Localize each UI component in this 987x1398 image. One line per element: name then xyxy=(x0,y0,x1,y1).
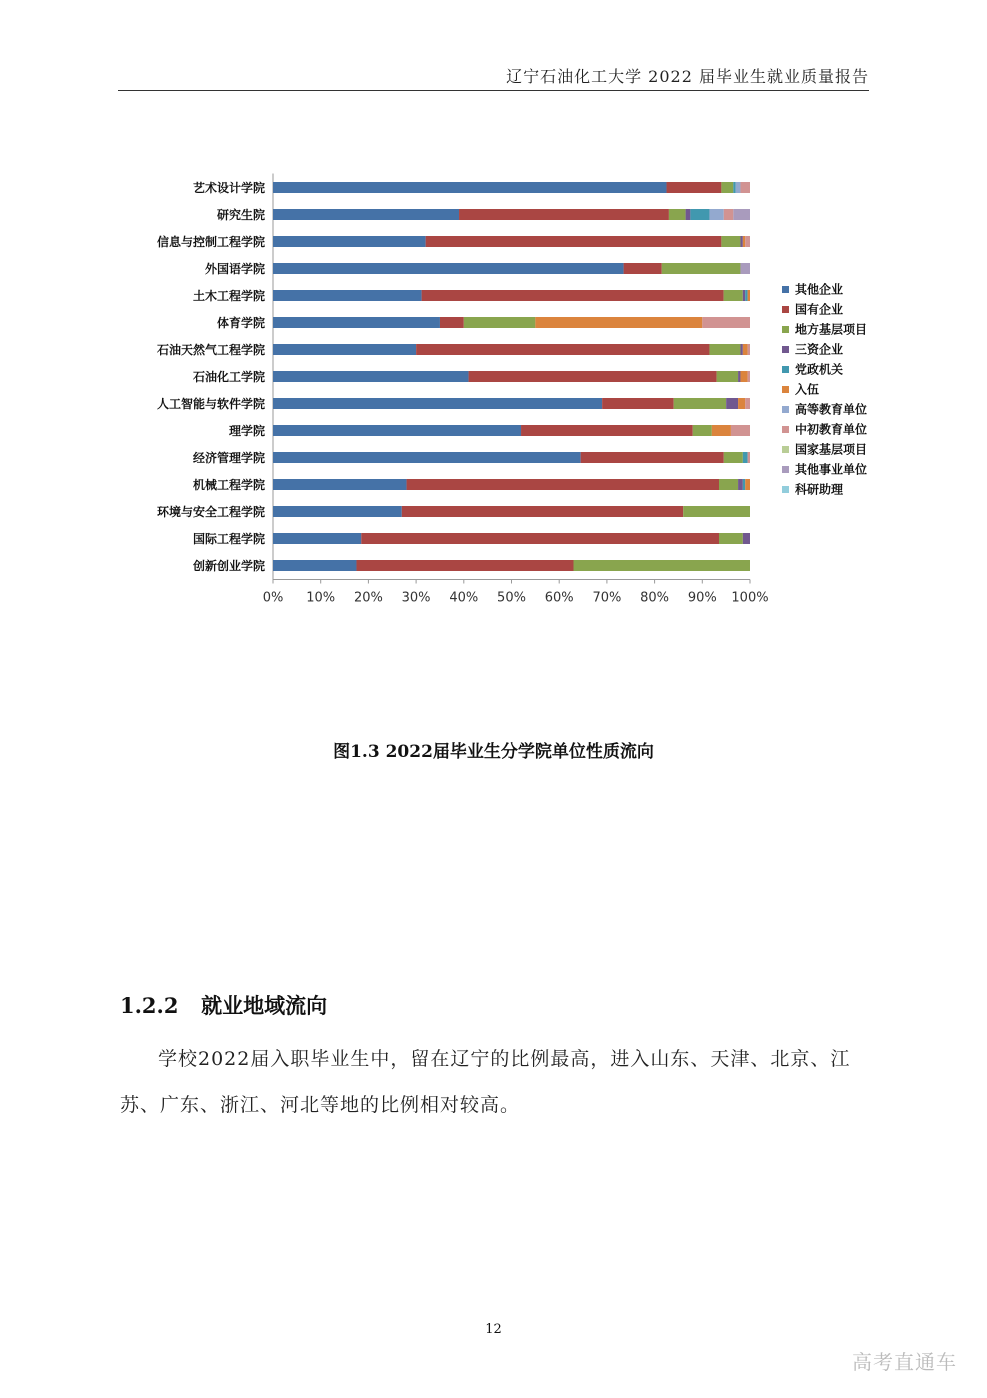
bar-segment xyxy=(440,317,464,328)
bar-segment xyxy=(521,425,693,436)
legend-swatch xyxy=(782,346,789,353)
x-tick-label: 10% xyxy=(306,590,336,606)
bar-segment xyxy=(717,371,738,382)
legend-label: 国有企业 xyxy=(795,302,844,317)
page-number: 12 xyxy=(485,1322,502,1337)
x-tick-label: 50% xyxy=(497,590,526,606)
bar-segment xyxy=(719,479,738,490)
bar-segment xyxy=(686,209,691,220)
category-label: 创新创业学院 xyxy=(192,559,265,573)
bar-segment xyxy=(273,506,402,517)
bar-segment xyxy=(743,452,748,463)
bar-segment xyxy=(745,479,750,490)
bar-segment xyxy=(402,506,683,517)
bar-segment xyxy=(733,209,750,220)
bar-segment xyxy=(464,317,536,328)
category-label: 石油化工学院 xyxy=(192,370,265,384)
x-tick-label: 20% xyxy=(353,590,383,606)
category-label: 环境与安全工程学院 xyxy=(156,505,265,519)
bar-segment xyxy=(740,344,742,355)
legend-label: 中初教育单位 xyxy=(795,422,868,437)
x-tick-label: 60% xyxy=(544,590,574,606)
legend-swatch xyxy=(782,286,789,293)
bar-segment xyxy=(574,560,750,571)
bar-segment xyxy=(743,236,745,247)
legend-swatch xyxy=(782,466,789,473)
bar-segment xyxy=(459,209,669,220)
x-tick-label: 80% xyxy=(640,590,670,606)
watermark: 高考直通车 xyxy=(852,1350,957,1374)
legend-label: 三资企业 xyxy=(795,342,844,357)
bar-segment xyxy=(745,398,750,409)
legend-swatch xyxy=(782,306,789,313)
x-tick-label: 100% xyxy=(731,590,769,606)
bar-segment xyxy=(669,209,686,220)
bar-segment xyxy=(743,479,745,490)
college-employment-chart xyxy=(120,165,880,625)
bar-segment xyxy=(273,533,361,544)
legend-label: 高等教育单位 xyxy=(795,402,868,417)
bar-segment xyxy=(273,452,581,463)
bar-segment xyxy=(361,533,719,544)
bar-segment xyxy=(731,425,750,436)
legend-label: 其他企业 xyxy=(795,282,844,297)
x-tick-label: 0% xyxy=(262,590,284,606)
bar-segment xyxy=(273,182,667,193)
bar-segment xyxy=(724,209,734,220)
bar-segment xyxy=(724,290,743,301)
legend-label: 地方基层项目 xyxy=(795,322,868,337)
bar-segment xyxy=(273,344,416,355)
bar-segment xyxy=(724,452,743,463)
bar-segment xyxy=(416,344,709,355)
bar-segment xyxy=(273,425,521,436)
category-label: 机械工程学院 xyxy=(192,478,265,492)
legend-label: 党政机关 xyxy=(795,362,844,377)
bar-segment xyxy=(426,236,722,247)
bar-segment xyxy=(273,236,426,247)
x-tick-label: 90% xyxy=(687,590,717,606)
bar-segment xyxy=(738,371,740,382)
bar-segment xyxy=(721,236,740,247)
bar-segment xyxy=(535,317,702,328)
bar-segment xyxy=(736,182,741,193)
legend-swatch xyxy=(782,326,789,333)
bar-segment xyxy=(674,398,726,409)
bar-segment xyxy=(743,290,745,301)
legend-swatch xyxy=(782,366,789,373)
bar-segment xyxy=(733,182,735,193)
category-label: 研究生院 xyxy=(216,208,265,222)
legend-label: 其他事业单位 xyxy=(795,462,868,477)
bar-segment xyxy=(738,479,743,490)
category-label: 外国语学院 xyxy=(204,262,265,276)
legend-label: 入伍 xyxy=(795,382,820,397)
bar-segment xyxy=(469,371,717,382)
bar-segment xyxy=(740,182,750,193)
bar-segment xyxy=(356,560,573,571)
bar-segment xyxy=(740,263,750,274)
category-label: 艺术设计学院 xyxy=(192,181,265,195)
bar-segment xyxy=(748,344,750,355)
bar-segment xyxy=(693,425,712,436)
bar-segment xyxy=(602,398,674,409)
page-header: 辽宁石油化工大学 2022 届毕业生就业质量报告 xyxy=(506,67,869,86)
bar-segment xyxy=(740,371,747,382)
category-label: 信息与控制工程学院 xyxy=(156,235,265,249)
category-label: 体育学院 xyxy=(216,316,265,330)
bar-segment xyxy=(273,479,407,490)
x-tick-label: 40% xyxy=(449,590,479,606)
bar-segment xyxy=(709,209,723,220)
bar-segment xyxy=(273,290,422,301)
bar-segment xyxy=(743,533,750,544)
bar-segment xyxy=(407,479,719,490)
header-rule xyxy=(118,90,869,91)
section-heading xyxy=(120,990,327,1020)
bar-segment xyxy=(745,236,750,247)
bar-segment xyxy=(721,182,733,193)
bar-segment xyxy=(273,398,602,409)
category-label: 人工智能与软件学院 xyxy=(156,397,265,411)
bar-segment xyxy=(712,425,731,436)
bar-segment xyxy=(683,506,750,517)
bar-segment xyxy=(690,209,709,220)
legend-swatch xyxy=(782,446,789,453)
bar-segment xyxy=(422,290,724,301)
bar-segment xyxy=(748,452,750,463)
bar-segment xyxy=(748,290,750,301)
legend-swatch xyxy=(782,426,789,433)
category-label: 石油天然气工程学院 xyxy=(156,343,265,357)
bar-segment xyxy=(273,560,356,571)
bar-segment xyxy=(740,236,742,247)
figure-caption: 图1.3 2022届毕业生分学院单位性质流向 xyxy=(333,742,654,762)
bar-segment xyxy=(743,344,748,355)
section-title: 就业地域流向 xyxy=(201,993,328,1018)
bar-segment xyxy=(273,317,440,328)
legend-label: 科研助理 xyxy=(795,482,844,497)
bar-segment xyxy=(273,263,624,274)
category-label: 国际工程学院 xyxy=(192,532,265,546)
category-label: 土木工程学院 xyxy=(192,289,265,303)
bar-segment xyxy=(273,371,469,382)
category-label: 经济管理学院 xyxy=(192,451,265,465)
x-tick-label: 30% xyxy=(401,590,431,606)
bar-segment xyxy=(709,344,740,355)
bar-segment xyxy=(738,398,745,409)
bar-segment xyxy=(667,182,722,193)
bar-segment xyxy=(581,452,724,463)
legend-swatch xyxy=(782,386,789,393)
bar-segment xyxy=(745,290,747,301)
x-tick-label: 70% xyxy=(592,590,622,606)
legend-label: 国家基层项目 xyxy=(795,442,868,457)
section-number: 1.2.2 xyxy=(120,993,179,1018)
legend-swatch xyxy=(782,406,789,413)
body-paragraph: 学校2022届入职毕业生中，留在辽宁的比例最高，进入山东、天津、北京、江苏、广东、浙江、河北等地的比例相对较高。 xyxy=(120,1048,851,1116)
bar-segment xyxy=(702,317,750,328)
bar-segment xyxy=(273,209,459,220)
bar-segment xyxy=(726,398,738,409)
legend-swatch xyxy=(782,486,789,493)
category-label: 理学院 xyxy=(228,424,265,438)
bar-segment xyxy=(748,371,750,382)
bar-segment xyxy=(624,263,662,274)
bar-segment xyxy=(662,263,741,274)
bar-segment xyxy=(719,533,743,544)
